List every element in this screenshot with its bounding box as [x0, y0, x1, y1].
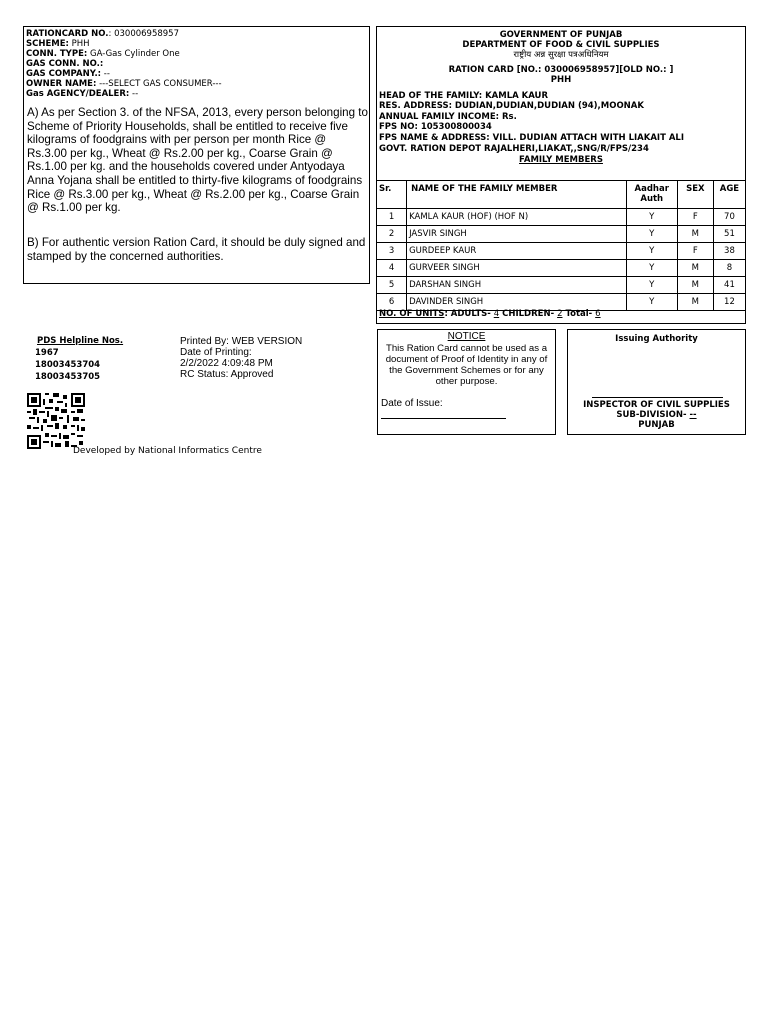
col-header-name: NAME OF THE FAMILY MEMBER — [407, 181, 627, 209]
table-row — [377, 277, 746, 294]
cell-age: 70 — [713, 209, 745, 226]
total-count: 6 — [595, 309, 601, 319]
cell-sex: F — [677, 243, 713, 260]
family-members-title: FAMILY MEMBERS — [519, 155, 603, 165]
cell-aadhar: Y — [626, 260, 677, 277]
adults-label: : ADULTS- — [444, 309, 494, 319]
children-count: 2 — [557, 309, 563, 319]
table-row — [377, 209, 746, 226]
nfsa-entitlement-text: A) As per Section 3. of the NFSA, 2013, every person belonging to Scheme of Priority Households, shall be entitled to receive five kilograms of foodgrains with per person per month Rice @ Rs.3.00 per kg., Wheat @ Rs.2.00 per kg., Coarse Grain @ Rs.1.00 per kg. and the households covered under Antyodaya Anna Yojana shall be entitled to thirty-five kilograms of foodgrains Rice @ Rs.3.00 per kg., Wheat @ Rs.2.00 per kg., Coarse Grain @ Rs.1.00 per kg. — [27, 106, 368, 215]
table-row — [377, 294, 746, 311]
authenticity-text: B) For authentic version Ration Card, it should be duly signed and stamped by the concerned authorities. — [27, 236, 366, 263]
cell-age: 51 — [713, 226, 745, 243]
dept-title: DEPARTMENT OF FOOD & CIVIL SUPPLIES — [462, 40, 660, 50]
cell-sex: M — [677, 277, 713, 294]
cell-name: GURDEEP KAUR — [407, 243, 627, 260]
date-of-issue-label: Date of Issue: — [381, 398, 443, 409]
gas-conn-label: GAS CONN. NO.: — [26, 59, 104, 69]
govt-title: GOVERNMENT OF PUNJAB — [499, 30, 623, 40]
print-date: 2/2/2022 4:09:48 PM — [180, 358, 273, 369]
ration-card-panel — [376, 26, 746, 324]
col-header-aadhar: Aadhar Auth — [626, 181, 677, 209]
table-header-row — [377, 181, 746, 209]
notice-title: NOTICE — [447, 331, 486, 342]
gas-info-panel — [23, 26, 370, 284]
helpline-number-1: 1967 — [35, 348, 59, 358]
cell-aadhar: Y — [626, 277, 677, 294]
scheme-label: SCHEME: — [26, 39, 69, 49]
col-header-sex: SEX — [677, 181, 713, 209]
cell-aadhar: Y — [626, 294, 677, 311]
signature-line — [592, 397, 723, 398]
head-of-family: HEAD OF THE FAMILY: KAMLA KAUR — [379, 91, 549, 101]
table-row — [377, 260, 746, 277]
units-summary — [379, 309, 601, 319]
notice-box — [377, 329, 556, 435]
cell-sr: 6 — [377, 294, 407, 311]
cell-sr: 5 — [377, 277, 407, 294]
gas-company-label: GAS COMPANY.: — [26, 69, 102, 79]
cell-age: 41 — [713, 277, 745, 294]
col-header-age: AGE — [713, 181, 745, 209]
helpline-number-3: 18003453705 — [35, 372, 101, 382]
date-of-issue-line — [381, 418, 506, 419]
gas-company-value: -- — [101, 69, 110, 79]
owner-value: ---SELECT GAS CONSUMER--- — [96, 79, 222, 89]
cell-sr: 4 — [377, 260, 407, 277]
subdivision-value: -- — [689, 410, 697, 420]
notice-text: This Ration Card cannot be used as a document of Proof of Identity in any of the Government Schemes or for any other purpose. — [385, 343, 548, 387]
cell-sr: 2 — [377, 226, 407, 243]
cell-sex: M — [677, 260, 713, 277]
cell-name: DAVINDER SINGH — [407, 294, 627, 311]
adults-count: 4 — [493, 309, 500, 319]
family-members-table — [376, 180, 746, 311]
cell-age: 12 — [713, 294, 745, 311]
owner-label: OWNER NAME: — [26, 79, 97, 89]
card-scheme: PHH — [550, 75, 572, 85]
state-name: PUNJAB — [638, 420, 675, 430]
subdivision-label: SUB-DIVISION- — [616, 410, 690, 420]
cell-sex: M — [677, 226, 713, 243]
cell-sr: 3 — [377, 243, 407, 260]
helpline-number-2: 18003453704 — [35, 360, 101, 370]
issuing-authority-title: Issuing Authority — [615, 334, 698, 344]
cell-sex: M — [677, 294, 713, 311]
cell-name: JASVIR SINGH — [407, 226, 627, 243]
col-header-sr: Sr. — [377, 181, 407, 209]
ration-depot: GOVT. RATION DEPOT RAJALHERI,LIAKAT,,SNG/R/FPS/234 — [379, 144, 649, 154]
cell-aadhar: Y — [626, 209, 677, 226]
rationcard-value: : 030006958957 — [108, 29, 179, 39]
fps-number: FPS NO: 105300800034 — [379, 122, 492, 132]
conn-type-row — [26, 49, 180, 59]
agency-label: Gas AGENCY/DEALER: — [26, 89, 130, 99]
annual-income: ANNUAL FAMILY INCOME: Rs. — [379, 112, 517, 122]
rationcard-row — [26, 29, 179, 39]
helpline-title: PDS Helpline Nos. — [37, 336, 124, 346]
cell-aadhar: Y — [626, 226, 677, 243]
rc-status: RC Status: Approved — [180, 369, 274, 380]
fps-name-address: FPS NAME & ADDRESS: VILL. DUDIAN ATTACH WITH LIAKAIT ALI — [379, 133, 685, 143]
table-row — [377, 243, 746, 260]
cell-name: GURVEER SINGH — [407, 260, 627, 277]
gas-conn-row — [26, 59, 103, 69]
cell-name: KAMLA KAUR (HOF) (HOF N) — [407, 209, 627, 226]
conn-type-value: GA-Gas Cylinder One — [87, 49, 180, 59]
agency-row — [26, 89, 138, 99]
cell-aadhar: Y — [626, 243, 677, 260]
children-label: CHILDREN- — [499, 309, 558, 319]
cell-sex: F — [677, 209, 713, 226]
hindi-title: राष्ट्रीय अन्न सुरक्षा पत्रअधिनियम — [513, 50, 609, 60]
rationcard-label: RATIONCARD NO. — [26, 29, 109, 39]
gas-company-row — [26, 69, 110, 79]
scheme-value: PHH — [68, 39, 90, 49]
conn-type-label: CONN. TYPE: — [26, 49, 88, 59]
developed-by: Developed by National Informatics Centre — [73, 446, 262, 456]
table-row — [377, 226, 746, 243]
units-label: NO. OF UNITS — [379, 309, 445, 319]
issuing-authority-box — [567, 329, 746, 435]
inspector-title: INSPECTOR OF CIVIL SUPPLIES — [583, 400, 730, 410]
total-label: Total- — [562, 309, 596, 319]
qr-code — [27, 393, 85, 449]
cell-name: DARSHAN SINGH — [407, 277, 627, 294]
cell-sr: 1 — [377, 209, 407, 226]
ration-card-number: RATION CARD [NO.: 030006958957][OLD NO.: ] — [448, 65, 674, 75]
res-address: RES. ADDRESS: DUDIAN,DUDIAN,DUDIAN (94),MOONAK — [379, 101, 644, 111]
subdivision-row — [568, 410, 745, 420]
agency-value: -- — [129, 89, 139, 99]
cell-age: 8 — [713, 260, 745, 277]
print-date-label: Date of Printing: — [180, 347, 252, 358]
scheme-row — [26, 39, 90, 49]
printed-by: Printed By: WEB VERSION — [180, 336, 303, 347]
owner-row — [26, 79, 222, 89]
cell-age: 38 — [713, 243, 745, 260]
